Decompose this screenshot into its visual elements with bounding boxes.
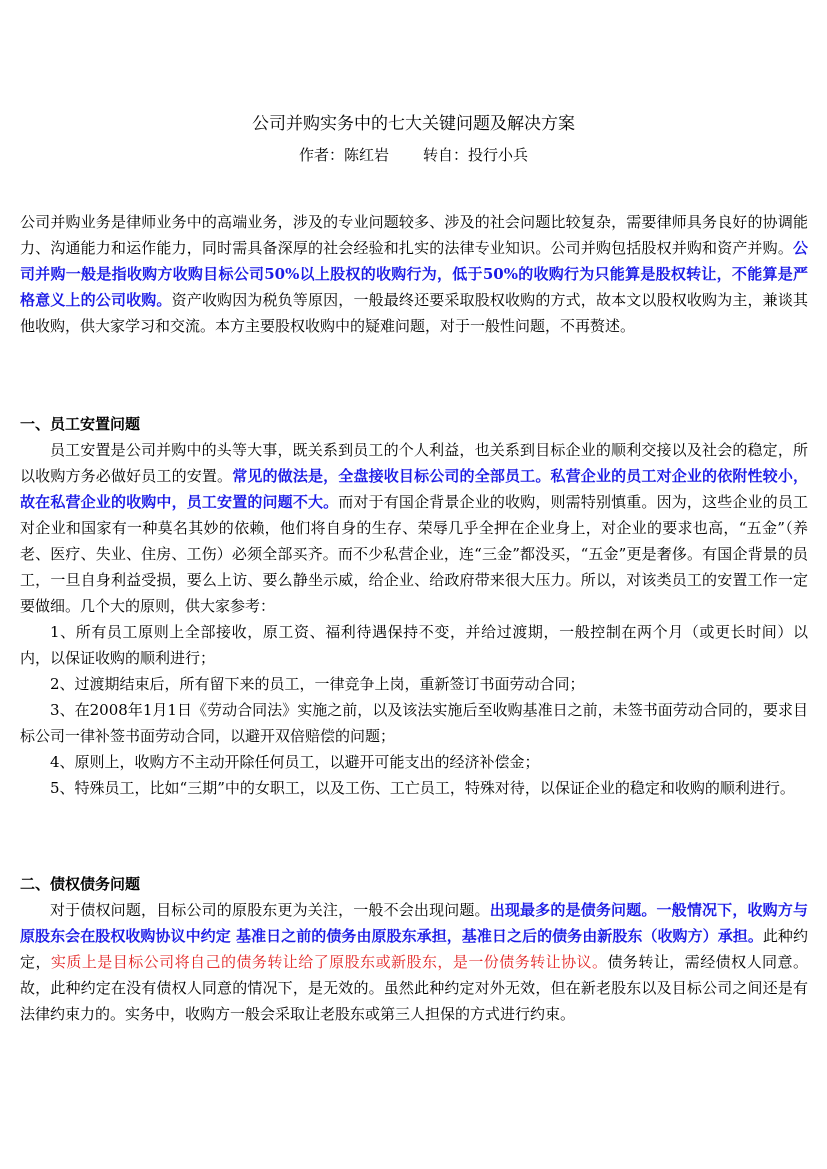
section2-red-highlight: 实质上是目标公司将自己的债务转让给了原股东或新股东，是一份债务转让协议。 bbox=[50, 953, 608, 971]
list-item: 4、原则上，收购方不主动开除任何员工，以避开可能支出的经济补偿金； bbox=[50, 753, 540, 771]
intro-highlight: 公司并购一般是指收购方收购目标公司50%以上股权的收购行为，低于50%的收购行为只能算是股权转让，不能算是严格意义上的公司收购。 bbox=[20, 239, 808, 309]
list-item: 3、在2008年1月1日《劳动合同法》实施之前，以及该法实施后至收购基准日之前，未签书面劳动合同的，要求目标公司一律补签书面劳动合同，以避开双倍赔偿的问题； bbox=[20, 701, 808, 745]
author-label: 作者：陈红岩 bbox=[298, 146, 389, 164]
section-heading-debts: 二、债权债务问题 bbox=[20, 875, 141, 893]
list-item: 5、特殊员工，比如“三期”中的女职工，以及工伤、工亡员工，特殊对待，以保证企业的稳定和收购的顺利进行。 bbox=[50, 779, 795, 797]
section2-highlight: 出现最多的是债务问题。一般情况下，收购方与原股东会在股权收购协议中约定 基准日之前的债务由原股东承担，基准日之后的债务由新股东（收购方）承担。 bbox=[20, 901, 808, 945]
section1-paragraph bbox=[20, 437, 808, 619]
section-employees bbox=[20, 437, 808, 801]
section1-text-1: 员工安置是公司并购中的头等大事，既关系到员工的个人利益，也关系到目标企业的顺利交接以及社会的稳定，所以收购方务必做好员工的安置。 bbox=[20, 441, 808, 485]
section2-text-3: 债务转让，需经债权人同意。故，此种约定在没有债权人同意的情况下，是无效的。虽然此种约定对外无效，但在新老股东以及目标公司之间还是有法律约束力的。实务中，收购方一般会采取让老股东或第三人担保的方式进行约束。 bbox=[20, 953, 808, 1023]
section1-text-2: 而对于有国企背景企业的收购，则需特别慎重。因为，这些企业的员工对企业和国家有一种莫名其妙的依赖，他们将自身的生存、荣辱几乎全押在企业身上，对企业的要求也高，“五金”（养老、医疗、失业、住房、工伤）必须全部买齐。而不少私营企业，连“三金”都没买，“五金”更是奢侈。有国企背景的员工，一旦自身利益受损，要么上访、要么静坐示威，给企业、给政府带来很大压力。所以，对该类员工的安置工作一定要做细。几个大的原则，供大家参考： bbox=[20, 493, 808, 615]
section2-text-1: 对于债权问题，目标公司的原股东更为关注，一般不会出现问题。 bbox=[50, 901, 490, 919]
list-item: 2、过渡期结束后，所有留下来的员工，一律竞争上岗，重新签订书面劳动合同； bbox=[50, 675, 585, 693]
source-label: 转自：投行小兵 bbox=[423, 146, 529, 164]
intro-section bbox=[20, 209, 808, 339]
section-debts bbox=[20, 897, 808, 1027]
document-title: 公司并购实务中的七大关键问题及解决方案 bbox=[252, 114, 575, 134]
list-item: 1、所有员工原则上全部接收，原工资、福利待遇保持不变，并给过渡期，一般控制在两个月（或更长时间）以内，以保证收购的顺利进行； bbox=[20, 623, 808, 667]
intro-text-2: 资产收购因为税负等原因，一般最终还要采取股权收购的方式，故本文以股权收购为主，兼谈其他收购，供大家学习和交流。本方主要股权收购中的疑难问题，对于一般性问题，不再赘述。 bbox=[20, 291, 808, 335]
section2-paragraph bbox=[20, 897, 808, 1027]
intro-text-1: 公司并购业务是律师业务中的高端业务，涉及的专业问题较多、涉及的社会问题比较复杂，需要律师具务良好的协调能力、沟通能力和运作能力，同时需具备深厚的社会经验和扎实的法律专业知识。公司并购包括股权并购和资产并购。 bbox=[20, 213, 808, 257]
section-heading-employees: 一、员工安置问题 bbox=[20, 415, 141, 433]
section1-highlight: 常见的做法是，全盘接收目标公司的全部员工。私营企业的员工对企业的依附性较小，故在私营企业的收购中，员工安置的问题不大。 bbox=[20, 467, 808, 511]
intro-paragraph bbox=[20, 209, 808, 339]
author-line bbox=[0, 144, 827, 166]
section2-text-2: 此种约定， bbox=[20, 927, 808, 971]
